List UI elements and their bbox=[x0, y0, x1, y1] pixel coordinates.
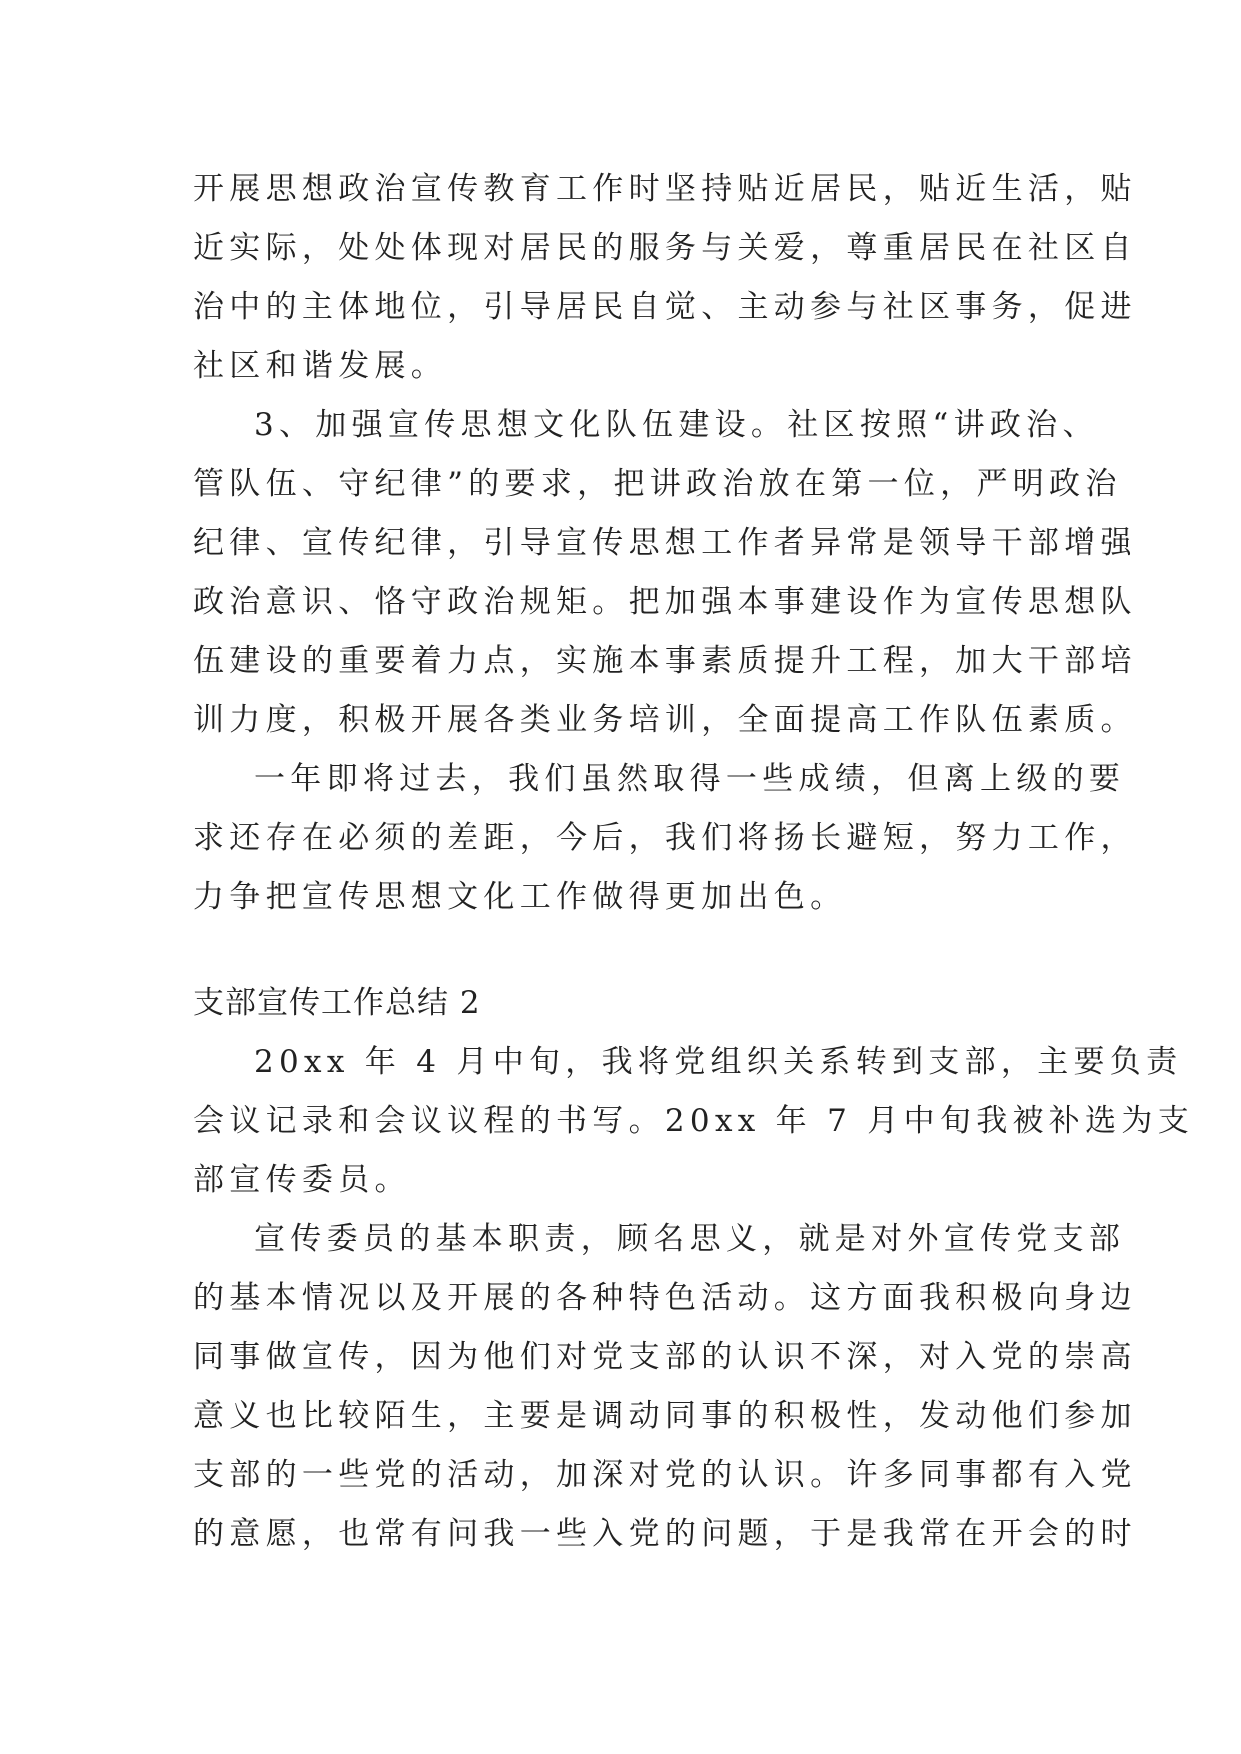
text-line: 部宣传委员。 bbox=[193, 1162, 411, 1198]
text-line: 近实际，处处体现对居民的服务与关爱，尊重居民在社区自 bbox=[193, 230, 1137, 266]
paragraph-3 bbox=[193, 750, 1137, 927]
text-line: 开展思想政治宣传教育工作时坚持贴近居民，贴近生活，贴 bbox=[193, 171, 1137, 207]
text-line: 社区和谐发展。 bbox=[193, 348, 448, 384]
text-line: 求还存在必须的差距，今后，我们将扬长避短，努力工作， bbox=[193, 820, 1137, 856]
text-line: 政治意识、恪守政治规矩。把加强本事建设作为宣传思想队 bbox=[193, 584, 1137, 620]
text-line: 力争把宣传思想文化工作做得更加出色。 bbox=[193, 879, 847, 915]
text-line: 的基本情况以及开展的各种特色活动。这方面我积极向身边 bbox=[193, 1280, 1137, 1316]
paragraph-4 bbox=[193, 1033, 1194, 1210]
text-line: 训力度，积极开展各类业务培训，全面提高工作队伍素质。 bbox=[193, 702, 1137, 738]
text-line: 意义也比较陌生，主要是调动同事的积极性，发动他们参加 bbox=[193, 1398, 1137, 1434]
section-spacer bbox=[193, 927, 1063, 974]
text-line: 同事做宣传，因为他们对党支部的认识不深，对入党的崇高 bbox=[193, 1339, 1137, 1375]
text-line: 3、加强宣传思想文化队伍建设。社区按照“讲政治、 bbox=[254, 407, 1099, 443]
paragraph-1 bbox=[193, 160, 1137, 396]
document-body bbox=[193, 160, 1194, 1564]
text-line: 纪律、宣传纪律，引导宣传思想工作者异常是领导干部增强 bbox=[193, 525, 1137, 561]
text-line: 支部的一些党的活动，加深对党的认识。许多同事都有入党 bbox=[193, 1457, 1137, 1493]
text-line: 一年即将过去，我们虽然取得一些成绩，但离上级的要 bbox=[254, 761, 1126, 797]
paragraph-5 bbox=[193, 1210, 1137, 1564]
paragraph-2 bbox=[193, 396, 1137, 750]
text-line: 20xx 年 4 月中旬，我将党组织关系转到支部，主要负责 bbox=[254, 1044, 1183, 1080]
text-line: 治中的主体地位，引导居民自觉、主动参与社区事务，促进 bbox=[193, 289, 1137, 325]
text-line: 会议记录和会议议程的书写。20xx 年 7 月中旬我被补选为支 bbox=[193, 1103, 1194, 1139]
section-heading: 支部宣传工作总结 2 bbox=[193, 985, 481, 1021]
text-line: 宣传委员的基本职责，顾名思义，就是对外宣传党支部 bbox=[254, 1221, 1126, 1257]
text-line: 管队伍、守纪律”的要求，把讲政治放在第一位，严明政治 bbox=[193, 466, 1122, 502]
text-line: 的意愿，也常有问我一些入党的问题，于是我常在开会的时 bbox=[193, 1516, 1137, 1552]
text-line: 伍建设的重要着力点，实施本事素质提升工程，加大干部培 bbox=[193, 643, 1137, 679]
